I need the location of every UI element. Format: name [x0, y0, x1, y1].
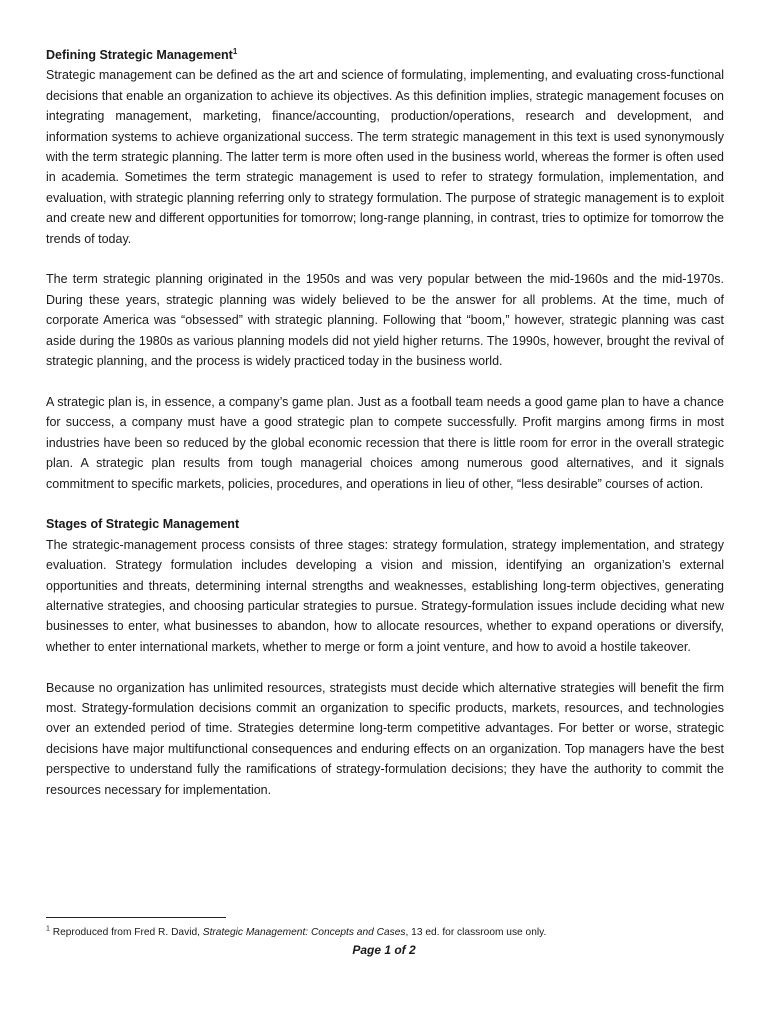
section-heading-defining: [46, 45, 724, 65]
footnote-prefix: Reproduced from Fred R. David,: [49, 927, 203, 938]
paragraph: The term strategic planning originated in the 1950s and was very popular between the mid-1960s and the mid-1970s. During these years, strategic planning was widely believed to be the answer for all problems. At the time, much of corporate America was “obsessed” with strategic planning. Following that “boom,” however, strategic planning was cast aside during the 1980s as various planning models did not yield higher returns. The 1990s, however, brought the revival of strategic planning, and the process is widely practiced today in the business world.: [46, 272, 724, 369]
footnote-title: Strategic Management: Concepts and Cases: [202, 927, 406, 938]
paragraph: Strategic management can be defined as the art and science of formulating, implementing, and evaluating cross-functional decisions that enable an organization to achieve its objectives. As this definition implies, strategic management focuses on integrating management, marketing, finance/accounting, production/operations, research and development, and information systems to achieve organizational success. The term strategic management in this text is used synonymously with the term strategic planning. The latter term is more often used in the business world, whereas the former is often used in academia. Sometimes the term strategic management is used to refer to strategy formulation, implementation, and evaluation, with strategic planning referring only to strategy formulation. The purpose of strategic management is to exploit and create new and different opportunities for tomorrow; long-range planning, in contrast, tries to optimize for tomorrow the trends of today.: [46, 68, 724, 246]
heading-text: Defining Strategic Management: [46, 48, 233, 62]
footnote-marker: 1: [46, 925, 50, 933]
section-heading-stages: Stages of Strategic Management: [46, 517, 240, 532]
paragraph: A strategic plan is, in essence, a company’s game plan. Just as a football team needs a good game plan to have a chance for success, a company must have a good strategic plan to compete successfully. Profit margins among firms in most industries have been so reduced by the global economic recession that there is little room for error in the overall strategic plan. A strategic plan results from tough managerial choices among numerous good alternatives, and it signals commitment to specific markets, policies, procedures, and operations in lieu of other, “less desirable” courses of action.: [46, 394, 724, 491]
footnote-divider: [46, 917, 226, 918]
footnote-marker: 1: [232, 46, 238, 56]
footnote: [46, 926, 724, 940]
paragraph: The strategic-management process consists of three stages: strategy formulation, strategy implementation, and strategy evaluation. Strategy formulation includes developing a vision and mission, identifying an organization’s external opportunities and threats, determining internal strengths and weaknesses, establishing long-term objectives, generating alternative strategies, and choosing particular strategies to pursue. Strategy-formulation issues include deciding what new businesses to enter, what businesses to abandon, how to allocate resources, whether to expand operations or diversify, whether to enter international markets, whether to merge or form a joint venture, and how to avoid a hostile takeover.: [46, 537, 724, 654]
page-number: Page 1 of 2: [352, 943, 416, 957]
document-body: [46, 45, 724, 800]
paragraph: Because no organization has unlimited resources, strategists must decide which alternative strategies will benefit the firm most. Strategy-formulation decisions commit an organization to specific products, markets, resources, and technologies over an extended period of time. Strategies determine long-term competitive advantages. For better or worse, strategic decisions have major multifunctional consequences and enduring effects on an organization. Top managers have the best perspective to understand fully the ramifications of strategy-formulation decisions; they have the authority to commit the resources necessary for implementation.: [46, 680, 724, 797]
footnote-suffix: , 13 ed. for classroom use only.: [405, 927, 547, 938]
